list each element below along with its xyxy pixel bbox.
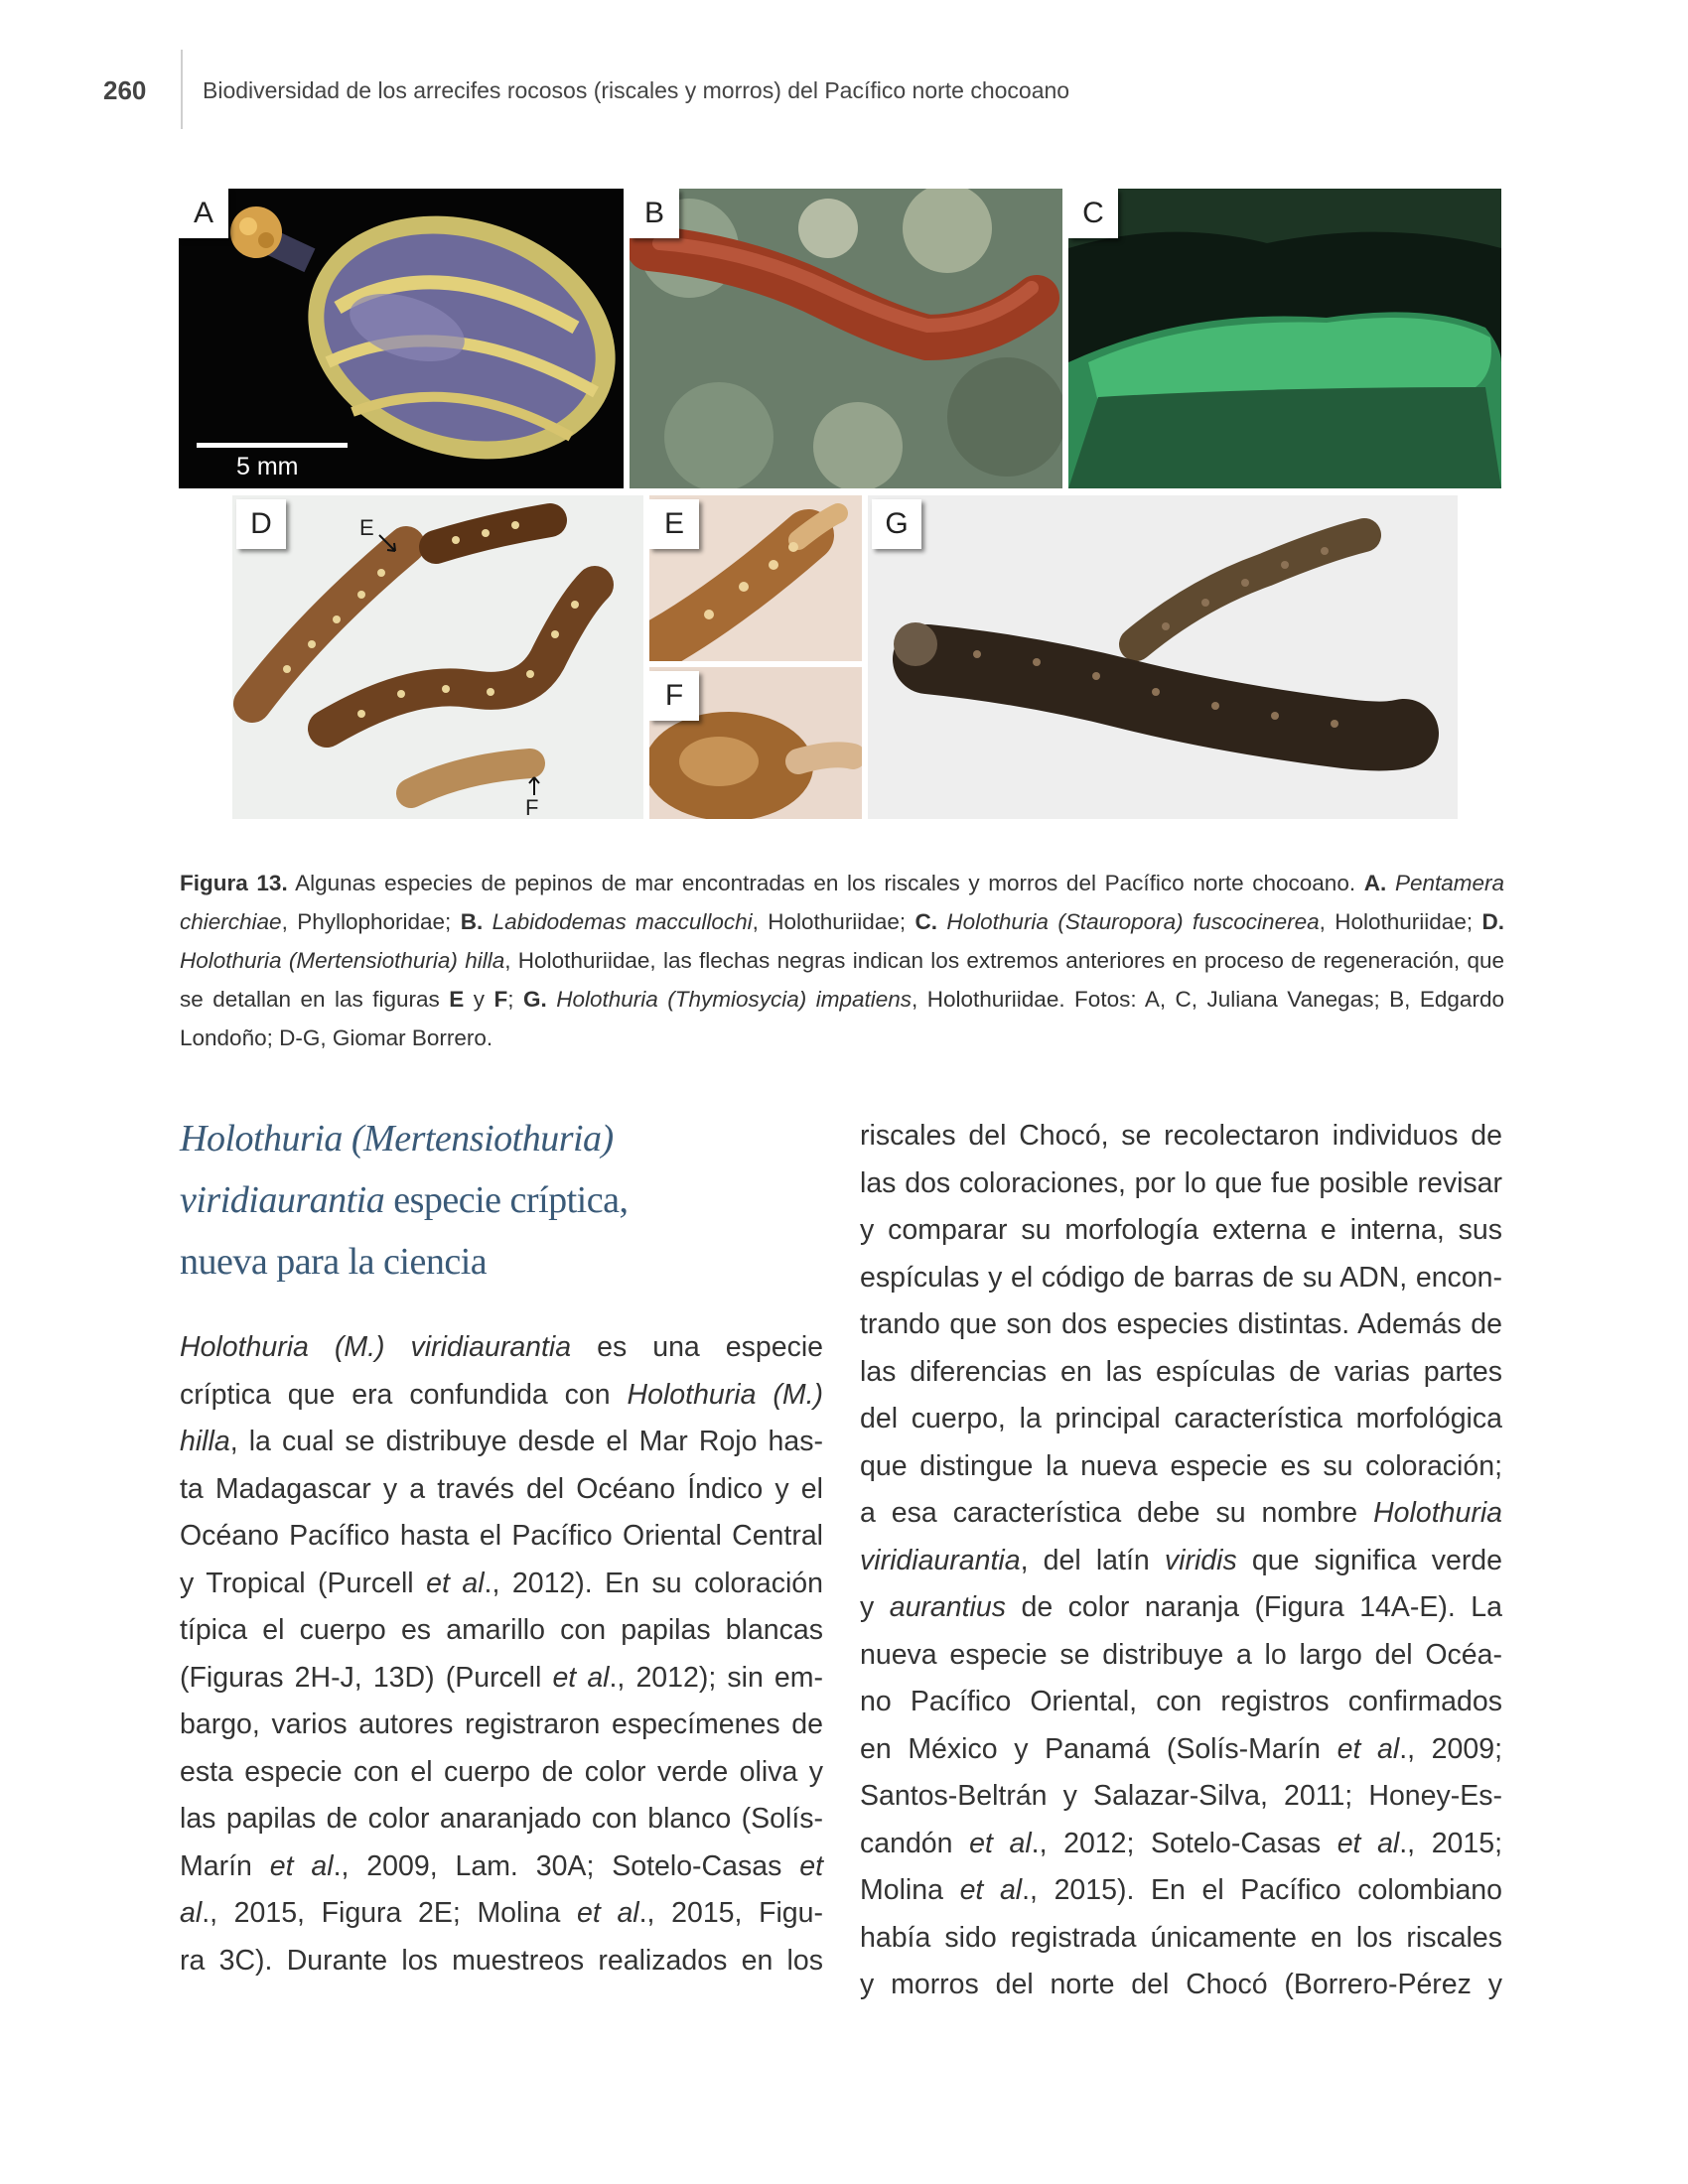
text-line: espículas y el código de barras de su ADN, encon- xyxy=(860,1261,1502,1294)
text-line: típica el cuerpo es amarillo con papilas blancas xyxy=(180,1614,823,1646)
heading-line-2: viridiaurantia especie críptica, xyxy=(180,1179,629,1221)
text-line: ra 3C). Durante los muestreos realizados en los xyxy=(180,1944,823,1977)
text-line: Molina et al., 2015). En el Pacífico colombiano xyxy=(860,1874,1503,1906)
photo-panel-e xyxy=(649,495,862,661)
panel-label-c: C xyxy=(1068,189,1118,238)
page-number: 260 xyxy=(103,75,147,105)
text-line: trando que son dos especies distintas. Además de xyxy=(860,1308,1502,1340)
caption-label: Figura 13. xyxy=(180,871,288,895)
text-line: y Tropical (Purcell et al., 2012). En su coloración xyxy=(180,1567,823,1599)
panel-label-d: D xyxy=(236,499,286,549)
text-line: no Pacífico Oriental, con registros confirmados xyxy=(860,1686,1502,1717)
text-line: críptica que era confundida con Holothuria (M.) xyxy=(180,1378,823,1411)
arrow-f-icon xyxy=(526,775,542,797)
text-line: bargo, varios autores registraron especímenes de xyxy=(180,1708,823,1740)
text-line: Santos-Beltrán y Salazar-Silva, 2011; Honey-Es- xyxy=(860,1780,1502,1812)
photo-panel-c xyxy=(1068,189,1501,488)
photo-panel-d xyxy=(232,495,643,819)
text-line: nueva especie se distribuye a lo largo del Océa- xyxy=(860,1638,1502,1671)
section-heading xyxy=(180,1108,825,1293)
text-line: ta Madagascar y a través del Océano Índico y el xyxy=(180,1472,823,1505)
text-line: en México y Panamá (Solís-Marín et al., 2009; xyxy=(860,1732,1502,1765)
text-line: hilla, la cual se distribuye desde el Mar Rojo has- xyxy=(180,1426,823,1457)
scale-bar-label: 5 mm xyxy=(236,453,299,480)
text-line: Océano Pacífico hasta el Pacífico Oriental Central xyxy=(180,1520,823,1552)
text-line: a esa característica debe su nombre Holothuria xyxy=(860,1497,1502,1529)
panel-label-e: E xyxy=(649,499,699,549)
sea-cucumber-g-photo xyxy=(868,495,1458,819)
text-line: y comparar su morfología externa e interna, sus xyxy=(860,1214,1502,1246)
text-line: Marín et al., 2009, Lam. 30A; Sotelo-Casas et xyxy=(180,1849,823,1882)
panel-label-g: G xyxy=(872,499,921,549)
photo-panel-a xyxy=(179,189,624,488)
panel-label-f: F xyxy=(649,671,699,721)
text-line: al., 2015, Figura 2E; Molina et al., 2015, Figu- xyxy=(180,1897,823,1929)
photo-panel-g xyxy=(868,495,1458,819)
body-column-left xyxy=(180,1324,823,1984)
text-line: las diferencias en las espículas de varias partes xyxy=(860,1355,1502,1388)
scale-bar xyxy=(197,443,348,448)
arrow-label-f: F xyxy=(525,795,539,819)
sea-cucumber-c-photo xyxy=(1068,189,1501,488)
photo-panel-b xyxy=(630,189,1062,488)
arrow-label-e: E xyxy=(359,515,374,540)
text-line: y morros del norte del Chocó (Borrero-Pérez y xyxy=(860,1969,1502,2000)
text-line: había sido registrada únicamente en los riscales xyxy=(860,1921,1502,1954)
photo-panel-f xyxy=(649,667,862,819)
sea-cucumber-b-photo xyxy=(630,189,1062,488)
arrow-e-icon xyxy=(377,533,399,555)
text-line: esta especie con el cuerpo de color verde oliva y xyxy=(180,1755,823,1788)
text-line: riscales del Chocó, se recolectaron individuos de xyxy=(860,1120,1502,1152)
text-line: las dos coloraciones, por lo que fue posible revisar xyxy=(860,1166,1502,1199)
body-column-right xyxy=(860,1113,1502,2009)
text-line: (Figuras 2H-J, 13D) (Purcell et al., 2012); sin em- xyxy=(180,1661,823,1694)
running-title: Biodiversidad de los arrecifes rocosos (riscales y morros) del Pacífico norte chocoano xyxy=(203,77,1070,103)
header-divider xyxy=(181,50,183,129)
text-line: viridiaurantia, del latín viridis que significa verde xyxy=(860,1544,1503,1576)
text-line: del cuerpo, la principal característica morfológica xyxy=(860,1403,1502,1434)
text-line: y aurantius de color naranja (Figura 14A-E). La xyxy=(860,1591,1502,1623)
heading-line-3: nueva para la ciencia xyxy=(180,1241,488,1283)
sea-cucumber-d-photo xyxy=(232,495,643,819)
text-line: las papilas de color anaranjado con blanco (Solís- xyxy=(180,1803,823,1835)
panel-label-b: B xyxy=(630,189,679,238)
figure-caption: Figura 13. Algunas especies de pepinos de mar encontradas en los riscales y morros del Pacífico norte chocoano. A. Pentamera chierchiae, Phyllophoridae; B. Labidodemas maccullochi, Holothuriidae; C. Holothuria (Stauropora) fuscocinerea, Holothuriidae; D. Holothuria (Mertensiothuria) hilla, Holothuriidae, las flechas negras indican los extremos anteriores en proceso de regeneración, que se detallan en las figuras E y F; G. Holothuria (Thymiosycia) impatiens, Holothuriidae. Fotos: A, C, Juliana Vanegas; B, Edgardo Londoño; D-G, Giomar Borrero. xyxy=(180,871,1505,1050)
panel-label-a: A xyxy=(179,189,228,238)
text-line: Holothuria (M.) viridiaurantia es una especie xyxy=(180,1331,823,1363)
text-line: candón et al., 2012; Sotelo-Casas et al., 2015; xyxy=(860,1827,1503,1859)
heading-line-1: Holothuria (Mertensiothuria) xyxy=(180,1118,614,1160)
text-line: que distingue la nueva especie es su coloración; xyxy=(860,1449,1502,1482)
